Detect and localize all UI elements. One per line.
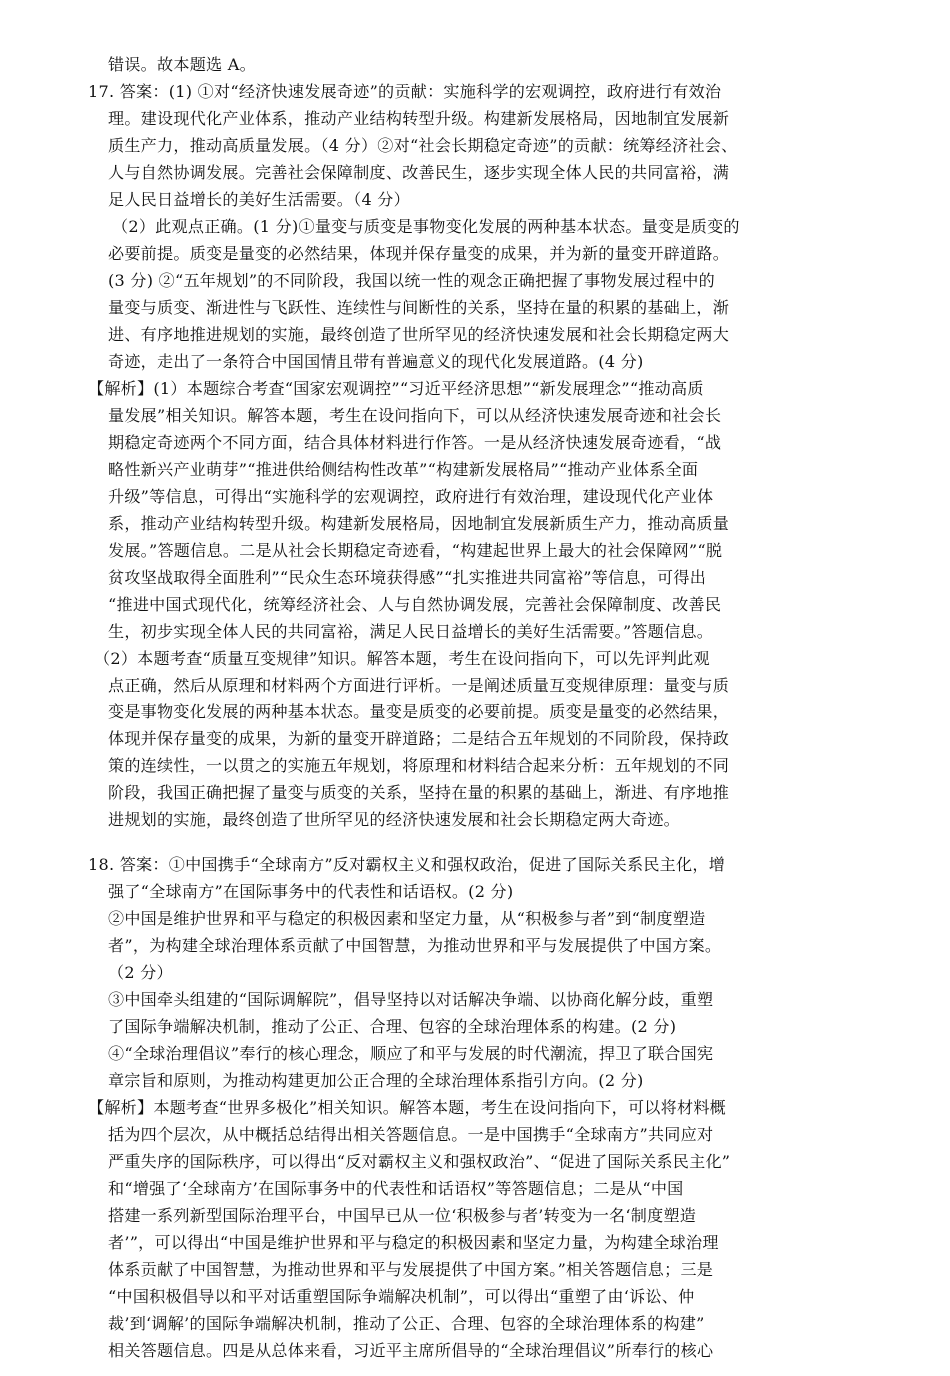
- text-line: 进规划的实施，最终创造了世所罕见的经济快速发展和社会长期稳定两大奇迹。: [108, 810, 681, 829]
- text-line: （2 分）: [108, 963, 173, 982]
- text-line: “推进中国式现代化，统筹经济社会、人与自然协调发展，完善社会保障制度、改善民: [108, 595, 722, 614]
- text-line: 章宗旨和原则，为推动构建更加公正合理的全球治理体系指引方向。(2 分): [108, 1071, 644, 1090]
- text-line: 严重失序的国际秩序，可以得出“反对霸权主义和强权政治”、“促进了国际关系民主化”: [108, 1152, 731, 1171]
- text-line: 必要前提。质变是量变的必然结果，体现并保存量变的成果，并为新的量变开辟道路。: [108, 244, 730, 263]
- text-line: （2）本题考查“质量互变规律”知识。解答本题，考生在设问指向下，可以先评判此观: [94, 649, 710, 668]
- text-line: 强了“全球南方”在国际事务中的代表性和话语权。(2 分): [108, 882, 514, 901]
- text-line: 量变与质变、渐进性与飞跃性、连续性与间断性的关系，坚持在量的积累的基础上，渐: [108, 298, 730, 317]
- text-line: “中国积极倡导以和平对话重塑国际争端解决机制”，可以得出“重塑了由‘诉讼、仲: [108, 1287, 695, 1306]
- text-line: ③中国牵头组建的“国际调解院”，倡导坚持以对话解决争端、以协商化解分歧，重塑: [108, 990, 714, 1009]
- text-line: 略性新兴产业萌芽”“推进供给侧结构性改革”“构建新发展格局”“推动产业体系全面: [108, 460, 699, 479]
- text-line: 升级”等信息，可得出“实施科学的宏观调控，政府进行有效治理，建设现代化产业体: [108, 487, 714, 506]
- text-line: 和“增强了‘全球南方’在国际事务中的代表性和话语权”等答题信息；二是从“中国: [108, 1179, 684, 1198]
- text-line: 裁’到‘调解’的国际争端解决机制，推动了公正、合理、包容的全球治理体系的构建”: [108, 1314, 705, 1333]
- text-line: 量发展”相关知识。解答本题，考生在设问指向下，可以从经济快速发展奇迹和社会长: [108, 406, 722, 425]
- text-line: 了国际争端解决机制，推动了公正、合理、包容的全球治理体系的构建。(2 分): [108, 1017, 677, 1036]
- text-line: 变是事物变化发展的两种基本状态。量变是质变的必要前提。质变是量变的必然结果，: [108, 702, 730, 721]
- text-line: 阶段，我国正确把握了量变与质变的关系，坚持在量的积累的基础上，渐进、有序地推: [108, 783, 730, 802]
- text-line: 人与自然协调发展。完善社会保障制度、改善民生，逐步实现全体人民的共同富裕，满: [108, 163, 730, 182]
- text-line: 足人民日益增长的美好生活需要。（4 分）: [108, 190, 410, 209]
- text-line: 者’”，可以得出“中国是维护世界和平与稳定的积极因素和坚定力量，为构建全球治理: [108, 1233, 719, 1252]
- text-line: 错误。故本题选 A。: [108, 55, 256, 74]
- text-line: 系，推动产业结构转型升级。构建新发展格局，因地制宜发展新质生产力，推动高质量: [108, 514, 730, 533]
- text-line: 策的连续性，一以贯之的实施五年规划，将原理和材料结合起来分析：五年规划的不同: [108, 756, 730, 775]
- text-line: ④“全球治理倡议”奉行的核心理念，顺应了和平与发展的时代潮流，捍卫了联合国宪: [108, 1044, 714, 1063]
- text-line: 搭建一系列新型国际治理平台，中国早已从一位‘积极参与者’转变为一名‘制度塑造: [108, 1206, 697, 1225]
- text-line: 进、有序地推进规划的实施，最终创造了世所罕见的经济快速发展和社会长期稳定两大: [108, 325, 730, 344]
- text-line: 发展。”答题信息。二是从社会长期稳定奇迹看，“构建起世界上最大的社会保障网”“脱: [108, 541, 723, 560]
- text-line: ②中国是维护世界和平与稳定的积极因素和坚定力量，从“积极参与者”到“制度塑造: [108, 909, 706, 928]
- text-line: 相关答题信息。四是从总体来看，习近平主席所倡导的“全球治理倡议”所奉行的核心: [108, 1341, 714, 1360]
- text-line: 括为四个层次，从中概括总结得出相关答题信息。一是中国携手“全球南方”共同应对: [108, 1125, 714, 1144]
- analysis-18-heading: 【解析】本题考查“世界多极化”相关知识。解答本题，考生在设问指向下，可以将材料概: [88, 1098, 727, 1117]
- text-line: 奇迹，走出了一条符合中国国情且带有普遍意义的现代化发展道路。(4 分): [108, 352, 644, 371]
- text-line: 体现并保存量变的成果，为新的量变开辟道路；二是结合五年规划的不同阶段，保持政: [108, 729, 730, 748]
- question-18-answer-heading: 18. 答案：①中国携手“全球南方”反对霸权主义和强权政治，促进了国际关系民主化，增: [88, 855, 726, 874]
- text-line: 者”，为构建全球治理体系贡献了中国智慧，为推动世界和平与发展提供了中国方案。: [108, 936, 722, 955]
- text-line: （2）此观点正确。(1 分)①量变与质变是事物变化发展的两种基本状态。量变是质变的: [112, 217, 740, 236]
- text-line: 贫攻坚战取得全面胜利”“民众生态环境获得感”“扎实推进共同富裕”等信息，可得出: [108, 568, 707, 587]
- text-line: 质生产力，推动高质量发展。（4 分）②对“社会长期稳定奇迹”的贡献：统筹经济社会、: [108, 136, 738, 155]
- text-line: 生，初步实现全体人民的共同富裕，满足人民日益增长的美好生活需要。”答题信息。: [108, 622, 714, 641]
- analysis-17-heading: 【解析】(1）本题综合考查“国家宏观调控”“习近平经济思想”“新发展理念”“推动高质: [88, 379, 704, 398]
- text-line: 期稳定奇迹两个不同方面，结合具体材料进行作答。一是从经济快速发展奇迹看，“战: [108, 433, 722, 452]
- text-line: (3 分) ②“五年规划”的不同阶段，我国以统一性的观念正确把握了事物发展过程中的: [108, 271, 715, 290]
- text-line: 体系贡献了中国智慧，为推动世界和平与发展提供了中国方案。”相关答题信息；三是: [108, 1260, 714, 1279]
- question-17-answer-heading: 17. 答案：(1) ①对“经济快速发展奇迹”的贡献：实施科学的宏观调控，政府进行有效治: [88, 82, 722, 101]
- text-line: 点正确，然后从原理和材料两个方面进行评析。一是阐述质量互变规律原理：量变与质: [108, 676, 730, 695]
- text-line: 理。建设现代化产业体系，推动产业结构转型升级。构建新发展格局，因地制宜发展新: [108, 109, 730, 128]
